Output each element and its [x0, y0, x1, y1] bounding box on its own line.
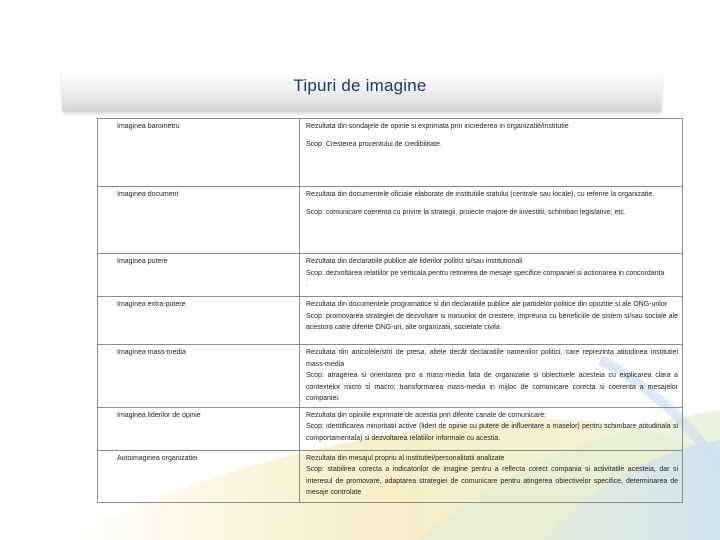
table-row	[98, 450, 683, 502]
description-line: Scop: comunicare coerenta cu privire la strategii, proiecte majore de investitii, schimbari legislative, etc.	[306, 208, 626, 216]
image-type-cell: Imaginea extra-putere	[98, 297, 300, 345]
description-line: .	[306, 281, 308, 288]
image-description-cell	[300, 297, 683, 345]
description-line: Rezultata din documentele programatice si din declaratiile publice ale partidelor politice din opozitie si ale ONG-urilor	[306, 301, 668, 308]
image-description-cell	[300, 187, 683, 254]
description-line: Scop: stabilirea corecta a indicatorilor de imagine pentru a reflecta corect compania si activitatile acesteia, dar si interesul de promovare, adaptarea strategiei de comunicare pentru atingerea obiectivelor specifice, determinarea de mesaje controlate	[306, 466, 678, 496]
description-line: Rezultata din mesajul propriu al institutiei/personalitatii analizate	[306, 454, 505, 462]
image-type-cell: Imaginea barometru	[98, 119, 300, 187]
description-line: Scop: dezvoltarea relatiilor pe verticala pentru retinerea de mesaje specifice companiei si actionarea in concordanta	[306, 269, 665, 277]
description-line: Rezultata din documentele oficiale elaborate de institutiile statului (centrale sau locale), cu referire la organizatie.	[306, 191, 655, 198]
table-row	[98, 345, 683, 408]
description-line: Scop: identificarea minoritatii active (lideri de opinie cu putere de influentare a maselor) pentru schimbare atitudinala si comportamentala) si dezvoltarea relatiilor informale cu acestia.	[306, 423, 678, 442]
description-line: Scop: promovarea strategiei de dezvoltare si masurilor de crestere, impreuna cu beneficiile de sistem si/sau sociale ale acestora catre diferite ONG-uri, alte organizatii, societate civila	[306, 312, 678, 331]
description-line: Scop: atragerea si orientarea pro a mass-media fata de organizatie si obiectivele acesteia cu explicarea clara a contextelor micro si macro; transformarea mass-media in mijloc de comunicare corecta si coerenta a mesajelor companiei.	[306, 372, 678, 402]
image-type-cell: Imaginea liderilor de opinie	[98, 407, 300, 450]
image-types-table	[97, 118, 683, 503]
image-description-cell	[300, 407, 683, 450]
description-line: Rezultata din articolele/stiri de presa, altele decât declaratiile oamenilor politici, care reprezinta atitudinea institutiei mass-media	[306, 349, 678, 368]
description-line: Rezultata din sondajele de opinie si exprimata prin increderea in organizatie/institutie	[306, 123, 569, 130]
description-line: Rezultata din declaratiile publice ale liderilor politici si/sau institutionali	[306, 258, 523, 265]
image-description-cell	[300, 345, 683, 408]
image-type-cell: Imaginea putere	[98, 254, 300, 297]
description-line: Rezultata din opiniile exprimate de acestia prin diferite canale de comunicare;	[306, 411, 547, 419]
page-title: Tipuri de imagine	[293, 76, 427, 95]
description-line: Scop: Cresterea procentului de credibilitate.	[306, 140, 442, 148]
image-type-cell: Autoimaginea organizatiei	[98, 450, 300, 502]
table-row	[98, 254, 683, 297]
image-type-cell: Imaginea mass-media	[98, 345, 300, 408]
table-row	[98, 187, 683, 254]
table-row	[98, 119, 683, 187]
image-description-cell	[300, 254, 683, 297]
table-row	[98, 297, 683, 345]
image-type-cell: Imaginea document	[98, 187, 300, 254]
image-description-cell	[300, 450, 683, 502]
image-description-cell	[300, 119, 683, 187]
table-row	[98, 407, 683, 450]
